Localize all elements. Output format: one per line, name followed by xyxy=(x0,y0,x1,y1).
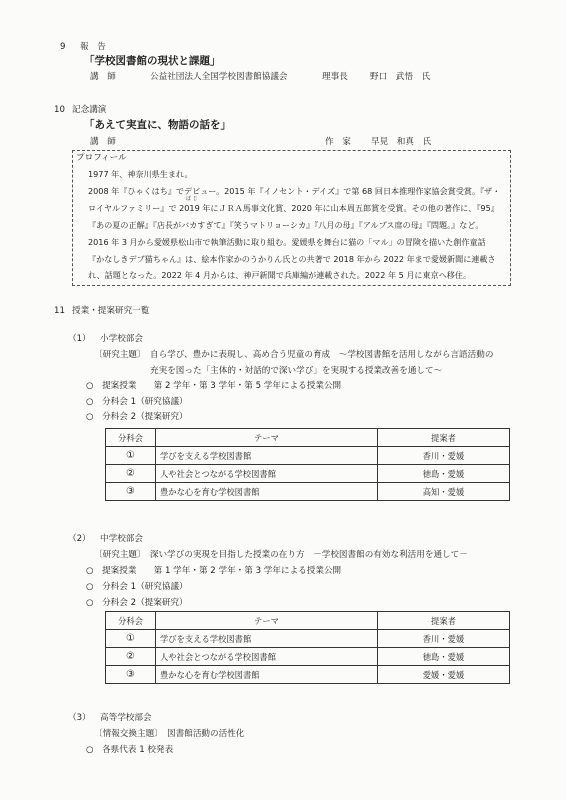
hs-name: 高等学校部会 xyxy=(100,713,152,723)
sec10-role: 講 師 xyxy=(90,137,116,147)
row-number: ③ xyxy=(106,483,156,501)
profile-ruby: ば じ xyxy=(186,196,198,202)
hs-item-presentation: ○ 各県代表 1 校発表 xyxy=(86,745,174,755)
table-header-row xyxy=(106,612,510,630)
col-header: 分科会 xyxy=(106,612,156,630)
sec11-heading: 授業・提案研究一覧 xyxy=(72,306,150,316)
row-theme: 豊かな心を育む学校図書館 xyxy=(156,483,378,501)
row-number: ② xyxy=(106,465,156,483)
profile-label: プロフィール xyxy=(76,153,127,163)
table-row xyxy=(106,648,510,666)
row-theme: 豊かな心を育む学校図書館 xyxy=(156,666,378,684)
jhs-number: （2） xyxy=(68,534,91,544)
sec9-position: 理事長 xyxy=(322,72,348,82)
profile-line: 『かなしきデブ猫ちゃん』は、絵本作家かのうかりん氏との共著で 2018 年から 2022 年まで愛媛新聞に連載さ xyxy=(88,254,496,264)
profile-line: 2008 年『ひゃくはち』でデビュー。2015 年『イノセント・デイズ』で第 68 回日本推理作家協会賞受賞。『ザ・ xyxy=(88,186,501,196)
sec10-job: 作 家 xyxy=(325,137,351,147)
sec9-title: 「学校図書館の現状と課題」 xyxy=(84,55,221,67)
sec10-speaker-name: 早見 和真 氏 xyxy=(371,137,432,147)
row-number: ③ xyxy=(106,666,156,684)
jhs-item-lesson: ○ 提案授業 第 1 学年・第 2 学年・第 3 学年による授業公開 xyxy=(86,566,342,576)
elem-item-lesson: ○ 提案授業 第 2 学年・第 3 学年・第 5 学年による授業公開 xyxy=(86,381,342,391)
jhs-theme: 〔研究主題〕 深い学びの実現を目指した授業の在り方 －学校図書館の有効な利活用を通して－ xyxy=(94,550,468,560)
row-number: ① xyxy=(106,447,156,465)
col-header: 分科会 xyxy=(106,429,156,447)
sec11-number: 11 xyxy=(54,306,65,316)
row-theme: 学びを支える学校図書館 xyxy=(156,447,378,465)
row-presenter: 愛媛・愛媛 xyxy=(378,666,510,684)
sec9-speaker-name: 野口 武悟 氏 xyxy=(370,72,431,82)
profile-line: 2016 年 3 月から愛媛県松山市で執筆活動に取り組む。愛媛県を舞台に猫の「マル」の冒険を描いた創作童話 xyxy=(88,237,486,247)
elem-name: 小学校部会 xyxy=(100,334,143,344)
table-row xyxy=(106,483,510,501)
elem-theme-line: 充実を図った「主体的・対話的で深い学び」を実現する授業改善を通して～ xyxy=(150,366,443,376)
table-row xyxy=(106,630,510,648)
sec9-org: 公益社団法人全国学校図書館協議会 xyxy=(150,72,288,82)
col-header: 提案者 xyxy=(378,429,510,447)
elem-table xyxy=(105,428,510,501)
profile-line: れ、話題となった。2022 年 4 月からは、神戸新聞で兵庫編が連載された。2022 年 5 月に東京へ移住。 xyxy=(88,270,472,280)
jhs-item-subcommittee-2: ○ 分科会 2（提案研究） xyxy=(86,598,188,608)
hs-theme: 〔情報交換主題〕 図書館活動の活性化 xyxy=(94,729,245,739)
sec9-role: 講 師 xyxy=(90,72,116,82)
elem-item-subcommittee-2: ○ 分科会 2（提案研究） xyxy=(86,412,188,422)
elem-number: （1） xyxy=(68,334,91,344)
profile-line: ロイヤルファミリー』で 2019 年にＪＲＡ馬事文化賞、2020 年に山本周五郎賞を受賞。その他の著作に、『95』 xyxy=(88,203,499,213)
hs-number: （3） xyxy=(68,713,91,723)
jhs-table xyxy=(105,611,510,684)
row-presenter: 香川・愛媛 xyxy=(378,630,510,648)
row-theme: 学びを支える学校図書館 xyxy=(156,630,378,648)
sec9-number: 9 xyxy=(60,42,66,52)
row-presenter: 徳島・愛媛 xyxy=(378,648,510,666)
profile-line: 1977 年、神奈川県生まれ。 xyxy=(88,169,193,179)
elem-item-subcommittee-1: ○ 分科会 1（研究協議） xyxy=(86,397,188,407)
table-row xyxy=(106,465,510,483)
row-number: ② xyxy=(106,648,156,666)
profile-line: 『あの夏の正解』『店長がバカすぎて』『笑うマトリョーシカ』『八月の母』『アルプス席の母』『問題。』など。 xyxy=(88,220,484,230)
table-row xyxy=(106,666,510,684)
elem-theme-line: 自ら学び、豊かに表現し、高め合う児童の育成 ～学校図書館を活用しながら言語活動の xyxy=(150,350,494,360)
row-number: ① xyxy=(106,630,156,648)
sec10-number: 10 xyxy=(54,105,65,115)
sec9-heading: 報 告 xyxy=(80,42,106,52)
jhs-item-subcommittee-1: ○ 分科会 1（研究協議） xyxy=(86,582,188,592)
col-header: テーマ xyxy=(156,429,378,447)
row-presenter: 高知・愛媛 xyxy=(378,483,510,501)
jhs-name: 中学校部会 xyxy=(100,534,143,544)
col-header: テーマ xyxy=(156,612,378,630)
row-presenter: 香川・愛媛 xyxy=(378,447,510,465)
table-header-row xyxy=(106,429,510,447)
col-header: 提案者 xyxy=(378,612,510,630)
row-theme: 人や社会とつながる学校図書館 xyxy=(156,465,378,483)
sec10-title: 「あえて実直に、物語の話を」 xyxy=(84,119,231,131)
row-theme: 人や社会とつながる学校図書館 xyxy=(156,648,378,666)
elem-theme-label: 〔研究主題〕 xyxy=(94,350,146,360)
row-presenter: 徳島・愛媛 xyxy=(378,465,510,483)
table-row xyxy=(106,447,510,465)
sec10-heading: 記念講演 xyxy=(72,105,107,115)
